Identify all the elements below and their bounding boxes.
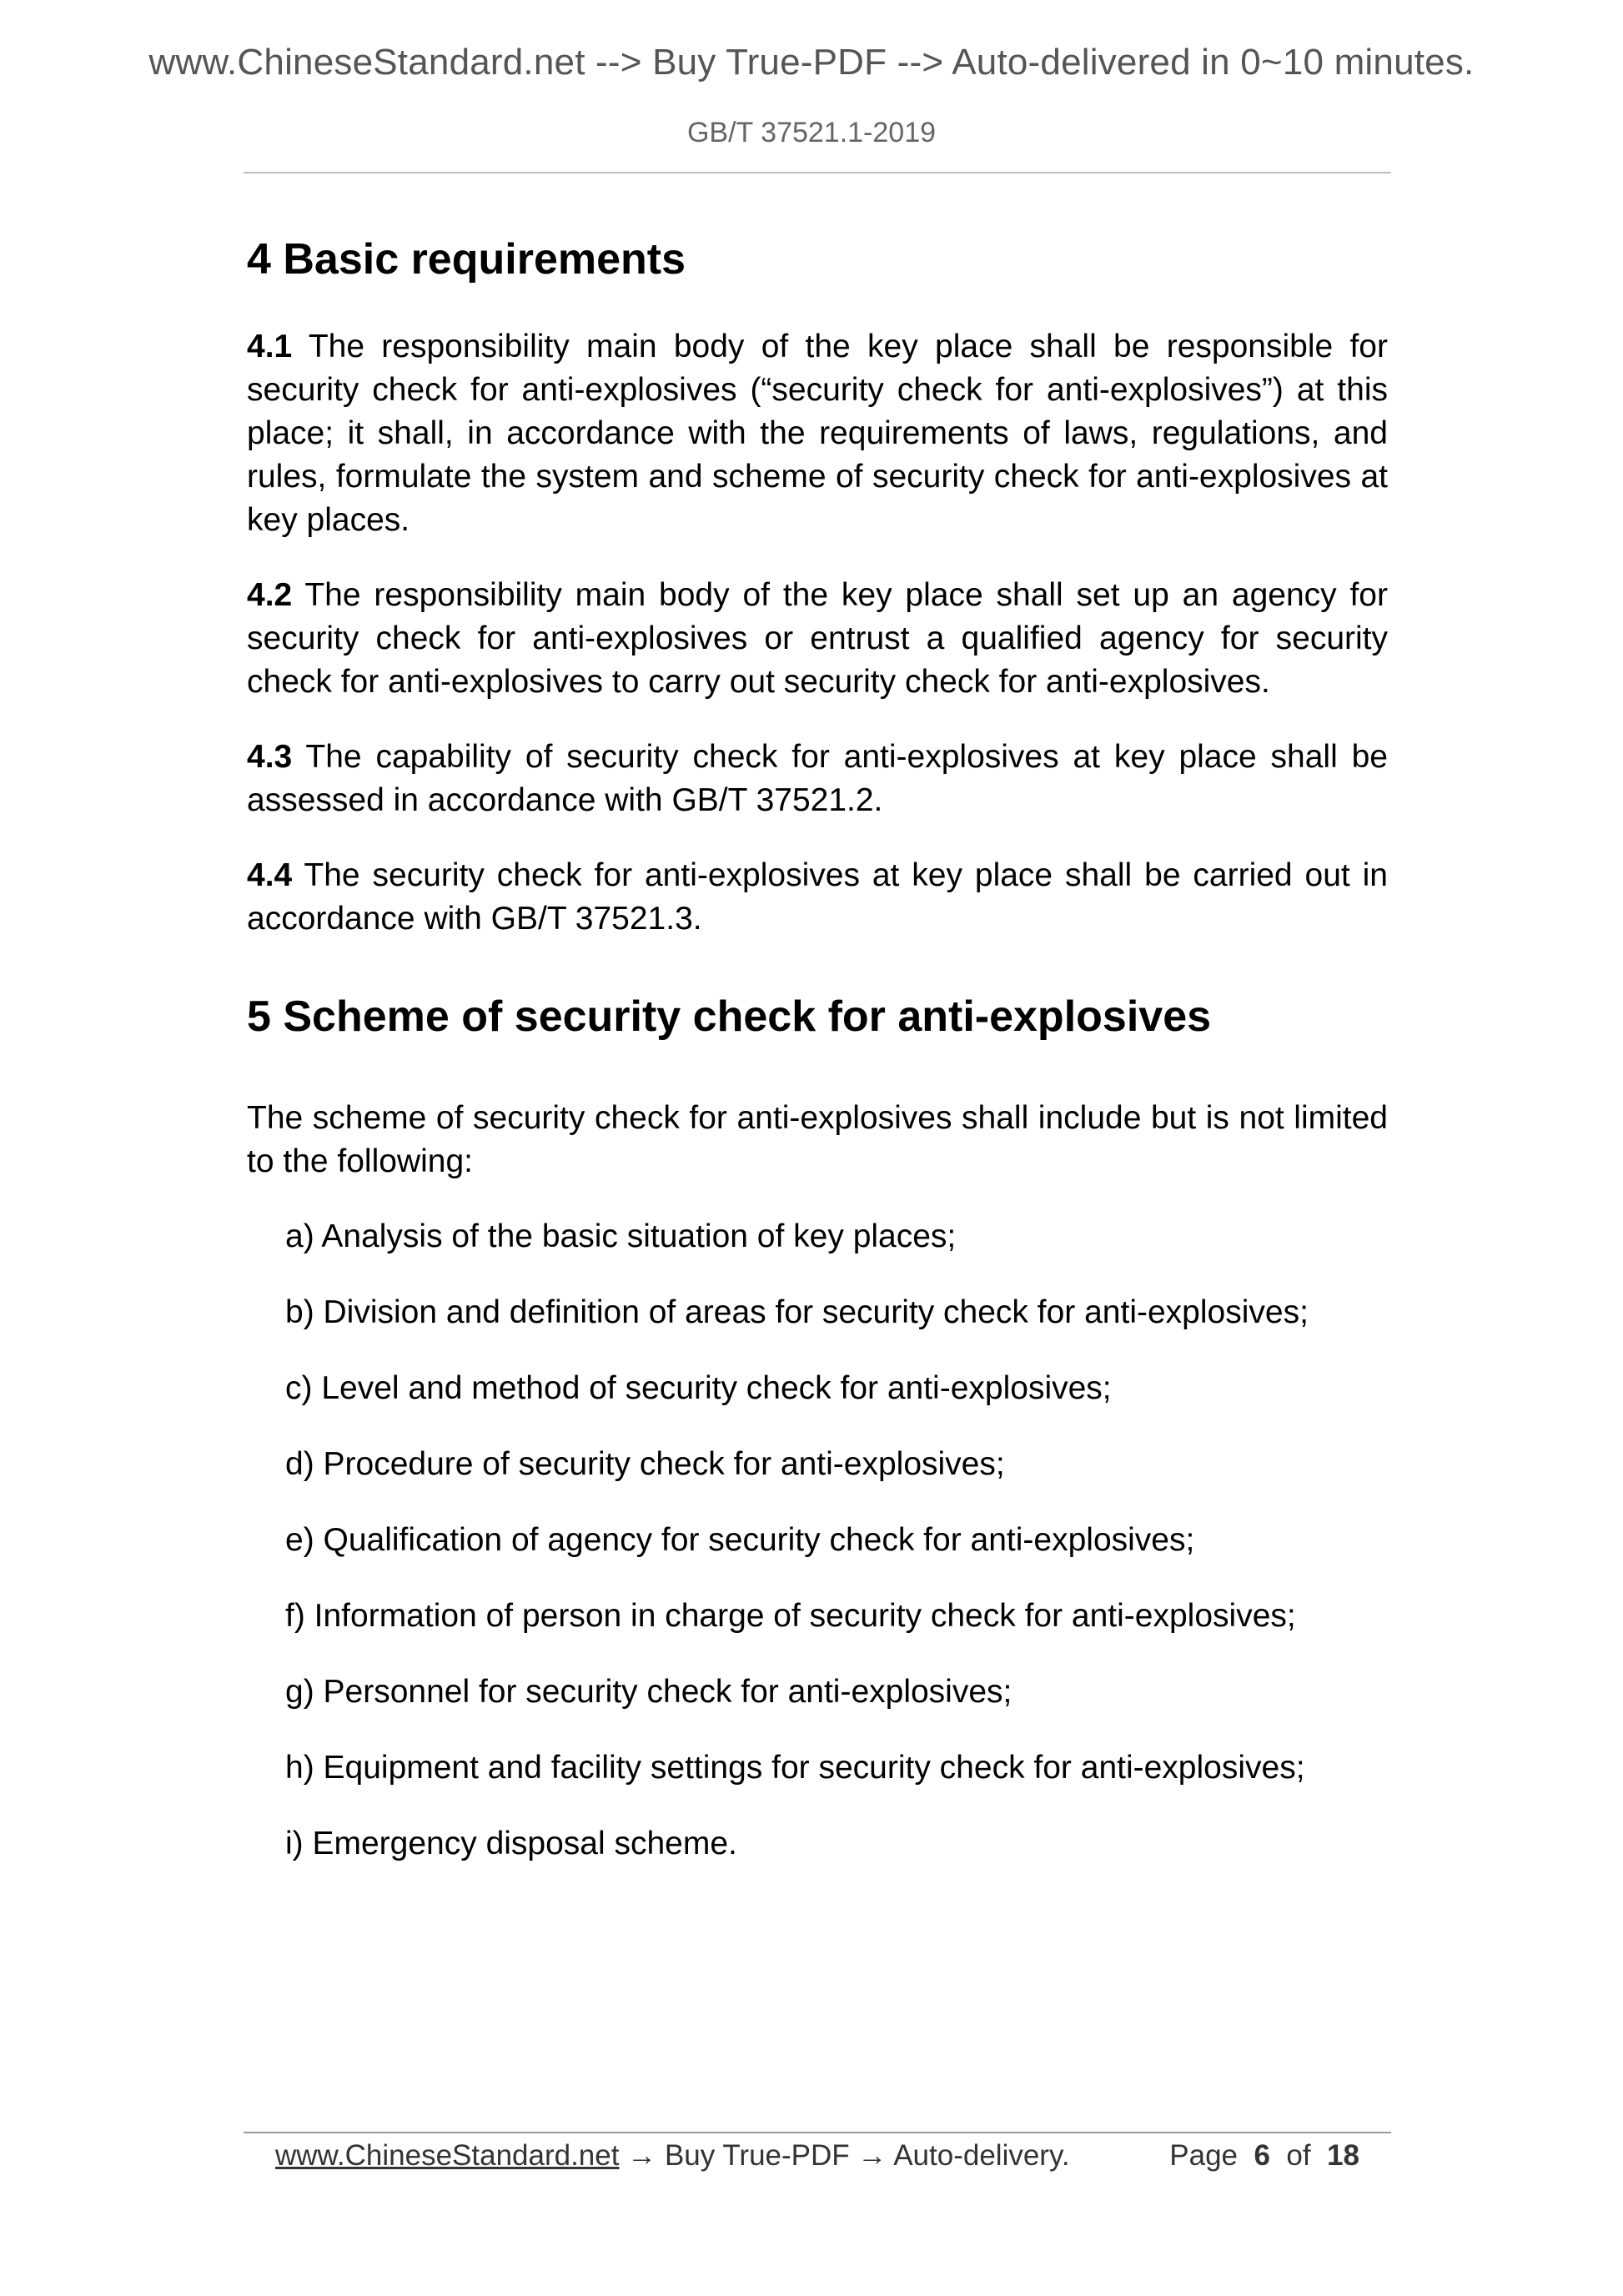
page-label: Page — [1169, 2139, 1239, 2172]
clause-text: The responsibility main body of the key place shall set up an agency for security check for anti-explosives or entrust a qualified agency for security check for anti-explosives to carry out security check for anti-explosives. — [247, 577, 1388, 701]
header-divider — [244, 172, 1391, 173]
page-content — [247, 234, 1388, 1898]
clause-4-1 — [247, 325, 1388, 542]
clause-text: The security check for anti-explosives at key place shall be carried out in accordance with GB/T 37521.3. — [247, 857, 1388, 937]
standard-code: GB/T 37521.1-2019 — [686, 117, 937, 148]
scheme-list — [247, 1215, 1388, 1866]
footer-buy-text: Buy True-PDF — [664, 2139, 850, 2172]
clause-4-4 — [247, 854, 1388, 941]
section-4-title: 4 Basic requirements — [247, 235, 686, 284]
list-item: f) Information of person in charge of security check for anti-explosives; — [285, 1597, 1296, 1634]
clause-number: 4.2 — [247, 577, 293, 614]
site-banner: www.ChineseStandard.net --> Buy True-PDF --> Auto-delivered in 0~10 minutes. — [148, 42, 1475, 83]
clause-number: 4.4 — [247, 857, 293, 894]
list-item: e) Qualification of agency for security check for anti-explosives; — [285, 1521, 1195, 1558]
arrow-icon: → — [627, 2139, 657, 2172]
list-item: c) Level and method of security check for anti-explosives; — [285, 1369, 1112, 1406]
page-footer — [275, 2136, 1359, 2176]
section-5-intro: The scheme of security check for anti-explosives shall include but is not limited to the following: — [247, 1099, 1388, 1179]
page-total: 18 — [1327, 2139, 1359, 2172]
list-item: d) Procedure of security check for anti-explosives; — [285, 1445, 1005, 1482]
footer-divider — [244, 2132, 1391, 2133]
clause-4-2 — [247, 574, 1388, 704]
list-item: h) Equipment and facility settings for security check for anti-explosives; — [285, 1749, 1305, 1786]
footer-delivery-text: Auto-delivery. — [893, 2139, 1070, 2172]
section-5-title: 5 Scheme of security check for anti-explosives — [247, 992, 1212, 1042]
arrow-icon: → — [857, 2139, 887, 2172]
list-item: b) Division and definition of areas for security check for anti-explosives; — [285, 1294, 1309, 1330]
of-label: of — [1286, 2139, 1311, 2172]
page-number: 6 — [1254, 2139, 1270, 2172]
clause-4-3 — [247, 736, 1388, 822]
clause-text: The responsibility main body of the key place shall be responsible for security check for anti-explosives (“security check for anti-explosives”) at this place; it shall, in accordance with the requirements of laws, regulations, and rules, formulate the system and scheme of security check for anti-explosives at key places. — [247, 329, 1388, 539]
page-indicator — [1169, 2136, 1359, 2176]
clause-text: The capability of security check for anti-explosives at key place shall be assessed in accordance with GB/T 37521.2. — [247, 739, 1388, 819]
list-item: i) Emergency disposal scheme. — [285, 1825, 737, 1861]
clause-number: 4.1 — [247, 329, 293, 365]
clause-number: 4.3 — [247, 739, 293, 776]
list-item: g) Personnel for security check for anti-explosives; — [285, 1673, 1012, 1710]
footer-site-link[interactable]: www.ChineseStandard.net — [275, 2139, 620, 2172]
list-item: a) Analysis of the basic situation of key places; — [285, 1218, 957, 1254]
